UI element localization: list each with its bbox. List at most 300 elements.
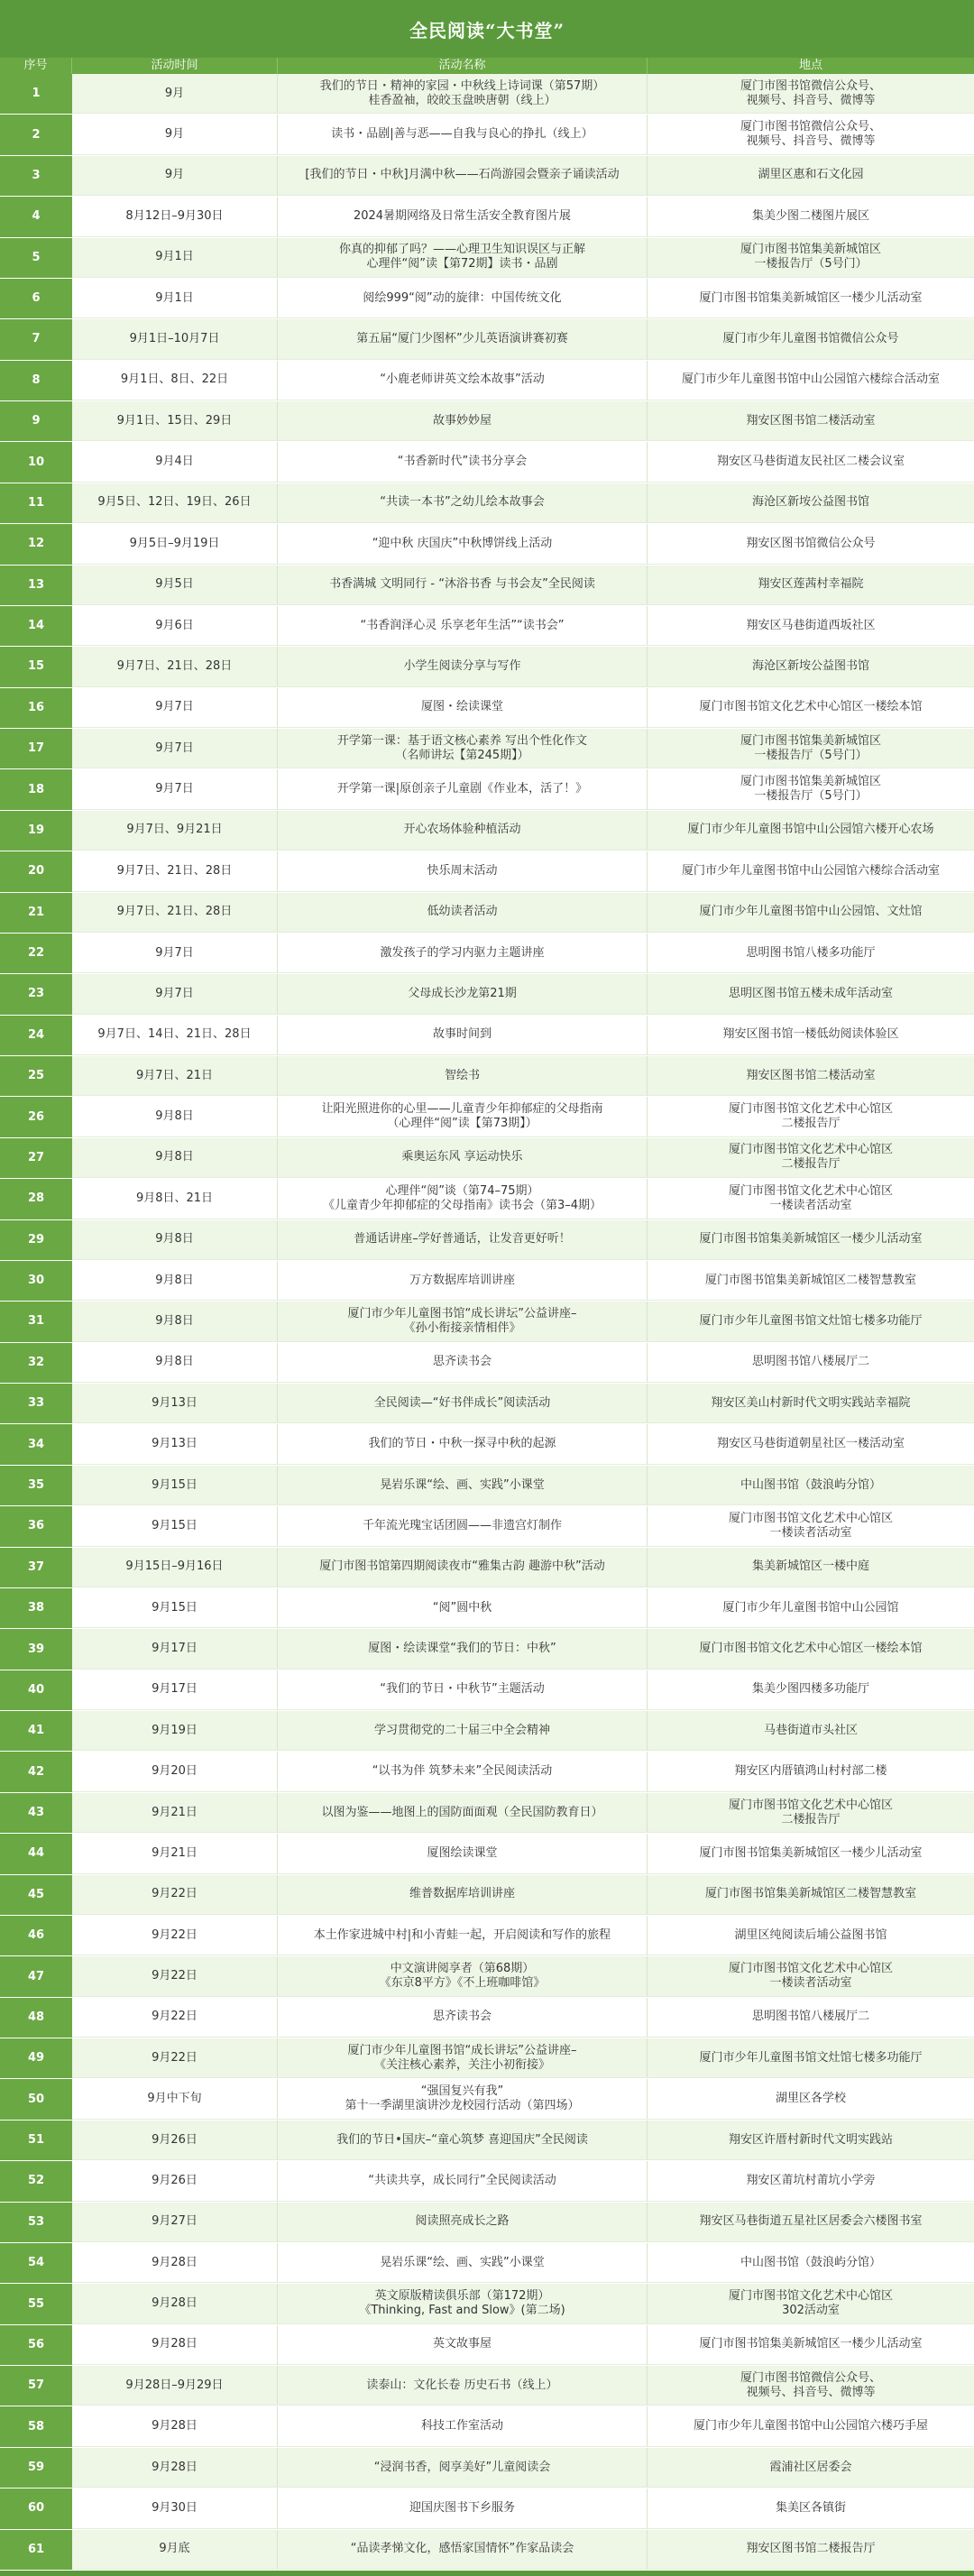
header-index: 序号 [0,58,72,74]
row-location: 集美区各镇街 [648,2489,974,2528]
row-time: 9月5日–9月19日 [72,524,278,564]
row-location: 集美新城馆区一楼中庭 [648,1548,974,1587]
row-name: 普通话讲座–学好普通话，让发音更好听！ [278,1220,648,1260]
row-index: 58 [0,2406,72,2446]
table-row [0,893,974,934]
row-location: 厦门市图书馆文化艺术中心馆区 一楼读者活动室 [648,1506,974,1546]
table-row [0,1916,974,1956]
table-row [0,2203,974,2243]
row-time: 9月8日 [72,1138,278,1178]
row-name: “小鹿老师讲英文绘本故事”活动 [278,361,648,400]
table-row [0,1466,974,1506]
row-index: 36 [0,1506,72,1546]
row-index: 38 [0,1588,72,1628]
row-location: 厦门市图书馆文化艺术中心馆区 一楼读者活动室 [648,1179,974,1219]
row-location: 翔安区图书馆微信公众号 [648,524,974,564]
row-location: 厦门市少年儿童图书馆中山公园馆 [648,1588,974,1628]
row-time: 9月1日 [72,238,278,278]
row-name: 晃岩乐课“绘、画、实践”小课堂 [278,2243,648,2283]
row-location: 厦门市图书馆文化艺术中心馆区 一楼读者活动室 [648,1956,974,1996]
table-row [0,115,974,155]
row-name: 读泰山：文化长卷 历史石书（线上） [278,2366,648,2406]
row-name: 心理伴“阅”谈（第74–75期） 《儿童青少年抑郁症的父母指南》读书会（第3–4期） [278,1179,648,1219]
row-location: 厦门市图书馆集美新城馆区二楼智慧教室 [648,1261,974,1301]
table-row [0,688,974,729]
row-index: 24 [0,1016,72,1055]
row-name: 思齐读书会 [278,1343,648,1383]
row-name: 厦图・绘读课堂 [278,688,648,728]
row-name: 父母成长沙龙第21期 [278,974,648,1014]
row-name: 开学第一课|原创亲子儿童剧《作业本，活了！》 [278,769,648,809]
row-index: 25 [0,1056,72,1096]
table-row [0,1752,974,1792]
table-row [0,2121,974,2161]
table-row [0,1670,974,1711]
row-index: 17 [0,729,72,768]
row-name: 思齐读书会 [278,1998,648,2038]
row-location: 霞浦社区居委会 [648,2448,974,2488]
table-row [0,74,974,115]
row-index: 55 [0,2284,72,2323]
row-location: 翔安区许厝村新时代文明实践站 [648,2121,974,2160]
row-location: 翔安区图书馆一楼低幼阅读体验区 [648,1016,974,1055]
row-index: 41 [0,1711,72,1751]
row-time: 9月8日 [72,1097,278,1136]
row-index: 53 [0,2203,72,2242]
row-index: 32 [0,1343,72,1383]
table-row [0,2448,974,2489]
row-location: 集美少图四楼多功能厅 [648,1670,974,1710]
row-name: 开心农场体验种植活动 [278,811,648,851]
row-location: 厦门市图书馆文化艺术中心馆区 二楼报告厅 [648,1793,974,1833]
row-name: 迎国庆图书下乡服务 [278,2489,648,2528]
row-time: 9月28日 [72,2284,278,2323]
table-row [0,1998,974,2038]
row-location: 翔安区马巷街道五星社区居委会六楼图书室 [648,2203,974,2242]
table-body [0,74,974,2576]
row-location: 马巷街道市头社区 [648,1711,974,1751]
row-name: 全民阅读—“好书伴成长”阅读活动 [278,1384,648,1423]
row-time: 9月中下旬 [72,2079,278,2119]
row-index: 35 [0,1466,72,1505]
table-row [0,851,974,892]
table-row [0,934,974,974]
row-name: 2024暑期网络及日常生活安全教育图片展 [278,197,648,236]
table-row [0,2530,974,2571]
row-time: 9月15日 [72,1466,278,1505]
row-time: 9月1日、15日、29日 [72,401,278,441]
row-name: 英文原版精读俱乐部（第172期） 《Thinking, Fast and Slow》(第二场) [278,2284,648,2323]
row-location: 厦门市图书馆微信公众号、 视频号、抖音号、微博等 [648,74,974,114]
table-row [0,361,974,401]
row-name: 阅读照亮成长之路 [278,2203,648,2242]
row-location: 翔安区马巷街道友民社区二楼会议室 [648,442,974,482]
row-name: 智绘书 [278,1056,648,1096]
table-row [0,769,974,810]
row-name: 厦图・绘读课堂“我们的节日：中秋” [278,1629,648,1669]
row-name: 第五届“厦门少图杯”少儿英语演讲赛初赛 [278,319,648,359]
row-name: 以图为鉴——地图上的国防面面观（全民国防教育日） [278,1793,648,1833]
row-time: 9月7日、14日、21日、28日 [72,1016,278,1055]
row-time: 9月7日、21日、28日 [72,851,278,891]
row-time: 9月22日 [72,1998,278,2038]
row-name: 故事妙妙屋 [278,401,648,441]
row-time: 9月8日 [72,1343,278,1383]
row-index: 50 [0,2079,72,2119]
row-index: 22 [0,934,72,973]
row-time: 9月7日、9月21日 [72,811,278,851]
row-time: 9月6日 [72,606,278,646]
row-name: “浸润书香，阅享美好”儿童阅读会 [278,2448,648,2488]
table-row [0,279,974,319]
row-time: 9月28日 [72,2406,278,2446]
row-location: 思明图书馆八楼展厅二 [648,1343,974,1383]
table-row [0,1179,974,1219]
table-row [0,2243,974,2284]
row-location: 海沧区新垵公益图书馆 [648,483,974,523]
row-index: 33 [0,1384,72,1423]
row-index: 19 [0,811,72,851]
row-time: 9月28日 [72,2243,278,2283]
row-location: 中山图书馆（鼓浪屿分馆） [648,2243,974,2283]
row-time: 9月26日 [72,2121,278,2160]
table-row [0,1793,974,1834]
row-location: 厦门市少年儿童图书馆中山公园馆、文灶馆 [648,893,974,933]
row-time: 9月15日 [72,1588,278,1628]
table-row [0,729,974,769]
row-location: 厦门市图书馆文化艺术中心馆区 二楼报告厅 [648,1138,974,1178]
row-name: 让阳光照进你的心里——儿童青少年抑郁症的父母指南 （心理伴“阅”读【第73期】） [278,1097,648,1136]
row-time: 9月1日 [72,279,278,318]
row-index: 16 [0,688,72,728]
row-name: “阅”圆中秋 [278,1588,648,1628]
row-index: 49 [0,2038,72,2078]
row-time: 9月8日 [72,1220,278,1260]
row-location: 厦门市图书馆集美新城馆区一楼少儿活动室 [648,279,974,318]
row-index: 48 [0,1998,72,2038]
table-row [0,2038,974,2079]
row-time: 9月20日 [72,1752,278,1791]
row-index: 14 [0,606,72,646]
table-row [0,1956,974,1997]
row-location: 厦门市图书馆文化艺术中心馆区一楼绘本馆 [648,1629,974,1669]
table-row [0,1056,974,1097]
row-time: 9月30日 [72,2489,278,2528]
row-index: 59 [0,2448,72,2488]
table-header [0,58,974,74]
row-location: 翔安区图书馆二楼报告厅 [648,2530,974,2570]
row-name: 厦门市少年儿童图书馆“成长讲坛”公益讲座– 《孙小衔接亲情相伴》 [278,1302,648,1341]
row-name: 我们的节日•国庆–“童心筑梦 喜迎国庆”全民阅读 [278,2121,648,2160]
row-name: 乘奥运东风 享运动快乐 [278,1138,648,1178]
row-time: 9月15日 [72,1506,278,1546]
row-index: 7 [0,319,72,359]
header-location: 地点 [798,59,822,72]
row-time: 9月22日 [72,2038,278,2078]
row-index: 47 [0,1956,72,1996]
row-index: 11 [0,483,72,523]
row-location: 厦门市少年儿童图书馆中山公园馆六楼综合活动室 [648,361,974,400]
table-row [0,2406,974,2447]
row-location: 湖里区各学校 [648,2079,974,2119]
row-index: 15 [0,647,72,686]
row-location: 厦门市少年儿童图书馆微信公众号 [648,319,974,359]
row-time: 9月17日 [72,1670,278,1710]
row-index: 30 [0,1261,72,1301]
row-time: 9月13日 [72,1424,278,1464]
row-time: 9月7日 [72,688,278,728]
row-index: 13 [0,566,72,605]
row-index: 20 [0,851,72,891]
row-time: 9月7日、21日 [72,1056,278,1096]
row-time: 9月21日 [72,1793,278,1833]
row-name: 故事时间到 [278,1016,648,1055]
header-name: 活动名称 [278,58,648,74]
row-time: 9月17日 [72,1629,278,1669]
row-name: 厦门市图书馆第四期阅读夜市“雅集古韵 趣游中秋”活动 [278,1548,648,1587]
row-time: 9月28日 [72,2325,278,2365]
row-location: 厦门市少年儿童图书馆文灶馆七楼多功能厅 [648,2038,974,2078]
row-location: 厦门市图书馆集美新城馆区一楼少儿活动室 [648,1834,974,1873]
table-row [0,1629,974,1670]
table-row [0,1875,974,1916]
row-time: 9月15日–9月16日 [72,1548,278,1587]
row-index: 1 [0,74,72,114]
row-location: 厦门市图书馆集美新城馆区 一楼报告厅（5号门） [648,238,974,278]
row-index: 51 [0,2121,72,2160]
row-name: 英文故事屋 [278,2325,648,2365]
row-location: 翔安区内厝镇鸿山村村部二楼 [648,1752,974,1791]
row-location: 厦门市图书馆微信公众号、 视频号、抖音号、微博等 [648,115,974,154]
row-time: 9月22日 [72,1875,278,1915]
row-time: 9月8日 [72,1302,278,1341]
row-time: 9月22日 [72,1956,278,1996]
row-name: 激发孩子的学习内驱力主题讲座 [278,934,648,973]
page-title: 全民阅读“大书堂” [0,0,974,58]
table-row [0,1384,974,1424]
table-row [0,2325,974,2366]
row-location: 厦门市图书馆集美新城馆区 一楼报告厅（5号门） [648,729,974,768]
row-time: 9月27日 [72,2203,278,2242]
row-index: 60 [0,2489,72,2528]
row-location: 思明图书馆八楼展厅二 [648,1998,974,2038]
row-time: 9月 [72,74,278,114]
row-location: 思明区图书馆五楼未成年活动室 [648,974,974,1014]
row-index: 46 [0,1916,72,1955]
row-index: 12 [0,524,72,564]
table-row [0,197,974,237]
row-name: 阅绘999“阅”动的旋律：中国传统文化 [278,279,648,318]
row-location: 厦门市图书馆文化艺术中心馆区 302活动室 [648,2284,974,2323]
row-index: 45 [0,1875,72,1915]
table-row [0,401,974,442]
row-location: 中山图书馆（鼓浪屿分馆） [648,1466,974,1505]
row-index: 29 [0,1220,72,1260]
row-index: 5 [0,238,72,278]
row-location: 翔安区图书馆二楼活动室 [648,1056,974,1096]
header-time: 活动时间 [72,58,278,74]
row-location: 厦门市少年儿童图书馆中山公园馆六楼综合活动室 [648,851,974,891]
row-name: “我们的节日・中秋节”主题活动 [278,1670,648,1710]
row-time: 9月7日、21日、28日 [72,893,278,933]
row-name: 小学生阅读分享与写作 [278,647,648,686]
row-name: [我们的节日・中秋]月满中秋——石尚游园会暨亲子诵读活动 [278,156,648,196]
table-row [0,1220,974,1261]
table-row [0,238,974,279]
table-row [0,1424,974,1465]
table-row [0,566,974,606]
row-time: 9月28日 [72,2448,278,2488]
row-name: 读书・品剧|善与恶——自我与良心的挣扎（线上） [278,115,648,154]
row-index: 28 [0,1179,72,1219]
row-index: 57 [0,2366,72,2406]
row-location: 翔安区莆坑村莆坑小学旁 [648,2161,974,2201]
row-name: 本土作家进城中村|和小青蛙一起，开启阅读和写作的旅程 [278,1916,648,1955]
row-name: 书香满城 文明同行 - “沐浴书香 与书会友”全民阅读 [278,566,648,605]
row-name: “迎中秋 庆国庆”中秋博饼线上活动 [278,524,648,564]
table-row [0,1343,974,1384]
table-row [0,442,974,483]
table-row [0,524,974,565]
row-location: 翔安区美山村新时代文明实践站幸福院 [648,1384,974,1423]
row-name: “强国复兴有我” 第十一季湖里演讲沙龙校园行活动（第四场） [278,2079,648,2119]
row-time: 9月7日、21日、28日 [72,647,278,686]
row-name: 你真的抑郁了吗？——心理卫生知识误区与正解 心理伴“阅”读【第72期】读书・品剧 [278,238,648,278]
table-row [0,156,974,197]
row-index: 56 [0,2325,72,2365]
row-name: 我们的节日・精神的家园・中秋线上诗词课（第57期） 桂香盈袖，皎皎玉盘映唐朝（线上） [278,74,648,114]
row-location: 翔安区莲茜村幸福院 [648,566,974,605]
row-index: 37 [0,1548,72,1587]
table-row [0,2161,974,2202]
table-row [0,1711,974,1752]
row-index: 52 [0,2161,72,2201]
row-location: 集美少图二楼图片展区 [648,197,974,236]
row-name: 晃岩乐课“绘、画、实践”小课堂 [278,1466,648,1505]
row-time: 9月26日 [72,2161,278,2201]
row-index: 10 [0,442,72,482]
row-name: 万方数据库培训讲座 [278,1261,648,1301]
table-row [0,647,974,687]
table-row [0,1302,974,1342]
row-location: 厦门市少年儿童图书馆中山公园馆六楼开心农场 [648,811,974,851]
row-location: 厦门市少年儿童图书馆中山公园馆六楼巧手屋 [648,2406,974,2446]
row-name: 低幼读者活动 [278,893,648,933]
row-index: 43 [0,1793,72,1833]
row-index: 21 [0,893,72,933]
row-location: 翔安区马巷街道朝星社区一楼活动室 [648,1424,974,1464]
row-time: 9月7日 [72,729,278,768]
table-row [0,811,974,851]
row-index: 42 [0,1752,72,1791]
row-time: 9月21日 [72,1834,278,1873]
table-row [0,1261,974,1302]
row-time: 9月4日 [72,442,278,482]
row-time: 9月28日–9月29日 [72,2366,278,2406]
row-name: “共读共享，成长同行”全民阅读活动 [278,2161,648,2201]
row-location: 厦门市少年儿童图书馆文灶馆七楼多功能厅 [648,1302,974,1341]
row-time: 9月5日 [72,566,278,605]
row-location: 思明图书馆八楼多功能厅 [648,934,974,973]
row-time: 9月底 [72,2530,278,2570]
table-row [0,1548,974,1588]
row-name: 开学第一课：基于语文核心素养 写出个性化作文 （名师讲坛【第245期】） [278,729,648,768]
row-time: 9月8日、21日 [72,1179,278,1219]
row-index: 54 [0,2243,72,2283]
row-time: 9月5日、12日、19日、26日 [72,483,278,523]
row-name: “共读一本书”之幼儿绘本故事会 [278,483,648,523]
bottom-bar [0,2571,974,2576]
row-name: 维普数据库培训讲座 [278,1875,648,1915]
row-time: 9月7日 [72,769,278,809]
row-time: 9月 [72,156,278,196]
row-index: 6 [0,279,72,318]
row-location: 厦门市图书馆微信公众号、 视频号、抖音号、微博等 [648,2366,974,2406]
row-name: “以书为伴 筑梦未来”全民阅读活动 [278,1752,648,1791]
row-location: 厦门市图书馆集美新城馆区 一楼报告厅（5号门） [648,769,974,809]
table-row [0,606,974,647]
row-location: 湖里区惠和石文化园 [648,156,974,196]
row-location: 厦门市图书馆集美新城馆区一楼少儿活动室 [648,2325,974,2365]
row-index: 9 [0,401,72,441]
row-name: 快乐周末活动 [278,851,648,891]
row-location: 厦门市图书馆集美新城馆区一楼少儿活动室 [648,1220,974,1260]
row-index: 8 [0,361,72,400]
row-time: 9月7日 [72,974,278,1014]
row-location: 湖里区纯阅读后埔公益图书馆 [648,1916,974,1955]
row-index: 44 [0,1834,72,1873]
row-location: 海沧区新垵公益图书馆 [648,647,974,686]
row-time: 9月22日 [72,1916,278,1955]
row-name: “品读孝悌文化，感悟家国情怀”作家品读会 [278,2530,648,2570]
row-name: 我们的节日・中秋一探寻中秋的起源 [278,1424,648,1464]
table-row [0,1588,974,1629]
row-location: 厦门市图书馆文化艺术中心馆区 二楼报告厅 [648,1097,974,1136]
row-time: 9月19日 [72,1711,278,1751]
row-time: 9月7日 [72,934,278,973]
row-name: 千年流光瑰宝话团圆——非遗宫灯制作 [278,1506,648,1546]
row-time: 9月8日 [72,1261,278,1301]
table-row [0,974,974,1015]
row-name: 学习贯彻党的二十届三中全会精神 [278,1711,648,1751]
row-index: 4 [0,197,72,236]
table-row [0,1506,974,1547]
row-location: 厦门市图书馆集美新城馆区二楼智慧教室 [648,1875,974,1915]
row-location: 翔安区马巷街道西坂社区 [648,606,974,646]
row-time: 9月1日、8日、22日 [72,361,278,400]
table-row [0,319,974,360]
row-index: 2 [0,115,72,154]
row-time: 9月13日 [72,1384,278,1423]
row-index: 18 [0,769,72,809]
row-index: 34 [0,1424,72,1464]
table-row [0,483,974,524]
table-row [0,2366,974,2406]
row-time: 9月 [72,115,278,154]
table-row [0,2284,974,2324]
table-row [0,1016,974,1056]
row-name: “书香润泽心灵 乐享老年生活”“读书会” [278,606,648,646]
row-index: 3 [0,156,72,196]
row-index: 23 [0,974,72,1014]
row-name: 中文演讲阅享者（第68期） 《东京8平方》《不上班咖啡馆》 [278,1956,648,1996]
row-index: 27 [0,1138,72,1178]
row-time: 9月1日–10月7日 [72,319,278,359]
row-name: 厦门市少年儿童图书馆“成长讲坛”公益讲座– 《关注核心素养，关注小初衔接》 [278,2038,648,2078]
row-index: 40 [0,1670,72,1710]
row-name: 科技工作室活动 [278,2406,648,2446]
table-row [0,2079,974,2120]
